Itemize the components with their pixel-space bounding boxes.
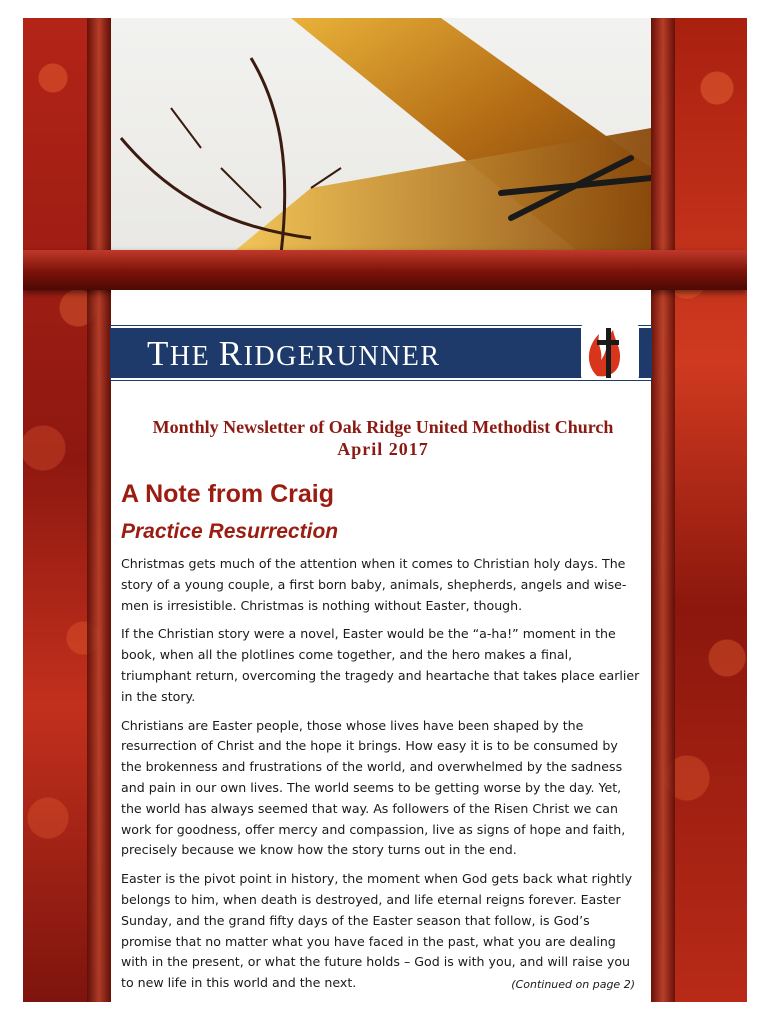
left-cross-pillar: [87, 18, 111, 1002]
cross-horizontal-bar: [23, 250, 747, 290]
article-paragraph: Christmas gets much of the attention when it comes to Christian holy days. The story of a young couple, a first born baby, animals, shepherds, angels and wise-men is irresistible. Christmas is nothing without Easter, though.: [121, 556, 627, 613]
subtitle-church-line: Monthly Newsletter of Oak Ridge United Methodist Church: [152, 417, 614, 437]
masthead-title-initial-t: T: [147, 334, 170, 373]
article-paragraph: Christians are Easter people, those whose lives have been shaped by the resurrection of Christ and the hope it brings. How easy it is to be consumed by the brokenness and frustrations of the world, and overwhelmed by the sadness and pain in our own lives. The world seems to be getting worse by the day. Yet, the world has always seemed that way. As followers of the Risen Christ we can work for goodness, offer mercy and compassion, live as signs of hope and faith, precisely because we know how the story turns out in the end.: [121, 717, 626, 858]
article-body: [121, 554, 641, 1002]
newsletter-page: [23, 18, 747, 1002]
masthead-title-idgerunner: IDGERUNNER: [243, 341, 441, 372]
cross-and-nails-illustration: [111, 18, 651, 254]
subtitle-date: April 2017: [337, 439, 429, 459]
masthead-title: [147, 334, 441, 377]
article-subheading: Practice Resurrection: [121, 520, 339, 543]
newsletter-content-panel: [111, 290, 651, 1002]
masthead-banner: [111, 326, 651, 380]
continued-note: (Continued on page 2): [511, 978, 635, 991]
article-paragraph: Easter is the pivot point in history, the moment when God gets back what rightly belongs to him, when death is destroyed, and life eternal reigns forever. Easter Sunday, and the grand fifty days of the Easter season that follow, is God’s promise that no matter what you have faced in the past, what you are dealing with in the present, or what the future holds – God is with you, and will raise you to new life in this world and the next.: [121, 871, 633, 991]
article-paragraph: If the Christian story were a novel, Easter would be the “a-ha!” moment in the book, when all the plotlines come together, and the hero makes a final, triumphant return, overcoming the tragedy and heartache that takes place earlier in the story.: [121, 626, 640, 704]
newsletter-subtitle: [111, 416, 655, 460]
article-heading: A Note from Craig: [121, 480, 334, 508]
masthead-title-he: HE: [169, 341, 219, 372]
masthead-title-initial-r: R: [218, 334, 244, 373]
cross-and-flame-icon: [579, 316, 641, 388]
right-cross-pillar: [651, 18, 675, 1002]
